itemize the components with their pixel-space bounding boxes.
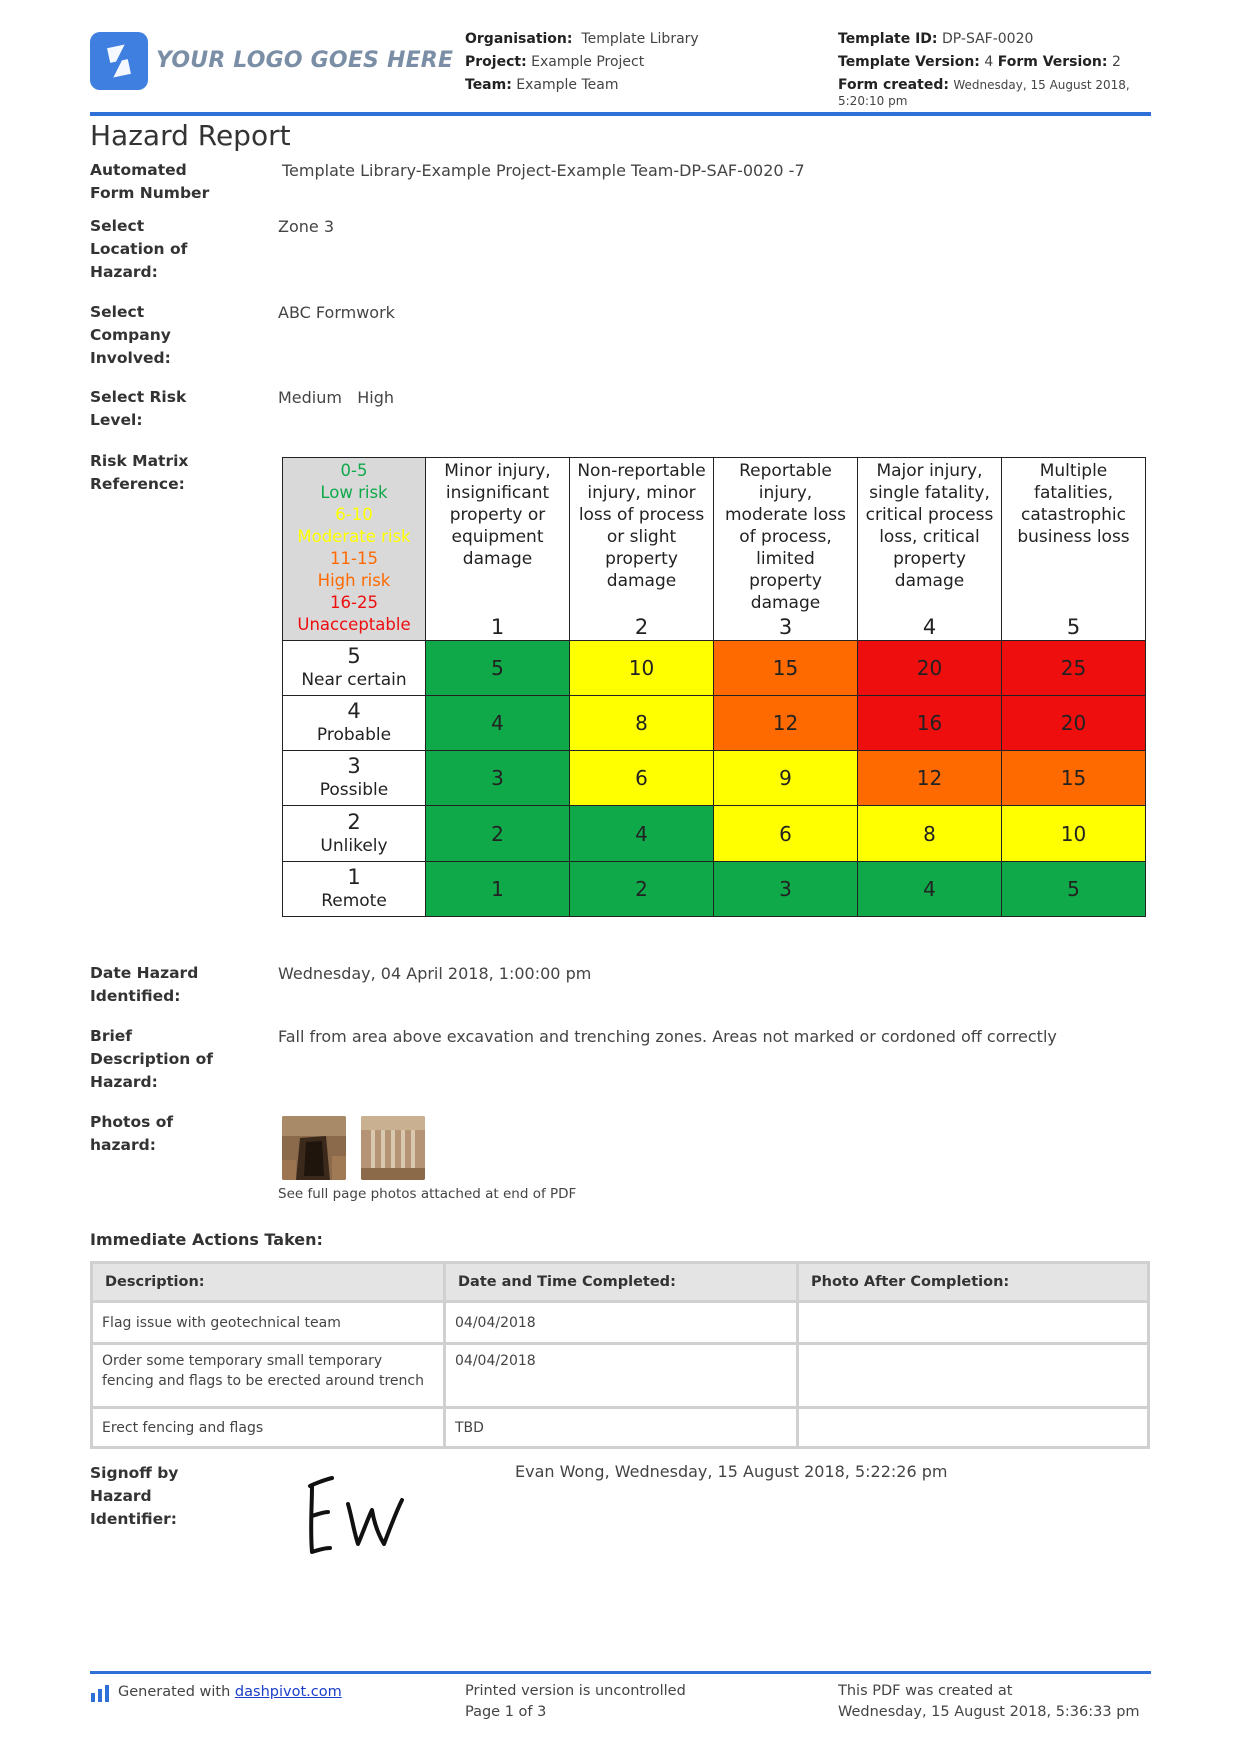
- logo-icon: [90, 32, 148, 90]
- dashpivot-link[interactable]: dashpivot.com: [234, 1684, 342, 1700]
- project-value: Example Project: [531, 54, 645, 70]
- actions-heading: Immediate Actions Taken:: [90, 1230, 323, 1249]
- description-value: Fall from area above excavation and trenching zones. Areas not marked or cordoned off correctly: [278, 1027, 1057, 1046]
- form-number-label: Automated Form Number: [90, 161, 210, 202]
- consequence-number: 1: [490, 614, 505, 639]
- risk-score-cell: 8: [858, 806, 1002, 861]
- header-project-info: [465, 28, 699, 97]
- risk-matrix: [282, 457, 1146, 917]
- risk-score-cell: 6: [714, 806, 858, 861]
- form-created-label: Form created:: [838, 77, 949, 93]
- risk-score-cell: 1: [426, 861, 570, 916]
- form-created-time: 5:20:10 pm: [838, 94, 908, 108]
- action-description: Erect fencing and flags: [90, 1409, 443, 1449]
- consequence-text: injury, minor: [587, 483, 696, 503]
- location-value: Zone 3: [278, 217, 334, 236]
- consequence-text: Major injury,: [876, 461, 983, 481]
- risk-score-cell: 6: [570, 751, 714, 806]
- likelihood-number: 2: [347, 809, 361, 834]
- company-value: ABC Formwork: [278, 303, 395, 322]
- risk-score-cell: 5: [1002, 861, 1146, 916]
- likelihood-cell: [283, 751, 426, 806]
- description-label: Brief Description of Hazard:: [90, 1027, 214, 1091]
- risk-score-cell: 15: [1002, 751, 1146, 806]
- consequence-header: [1002, 458, 1146, 641]
- logo-text: YOUR LOGO GOES HERE: [156, 48, 454, 73]
- action-description: Flag issue with geotechnical team: [90, 1303, 443, 1345]
- template-version-value: 4: [984, 54, 994, 70]
- photos-label: Photos of hazard:: [90, 1113, 174, 1154]
- likelihood-number: 1: [347, 864, 361, 889]
- signoff-label: Signoff by Hazard Identifier:: [90, 1464, 179, 1528]
- page-title: Hazard Report: [90, 119, 291, 152]
- likelihood-label: Remote: [321, 890, 387, 911]
- company-label: Select Company Involved:: [90, 303, 171, 367]
- legend-entry: 11-15: [330, 549, 378, 568]
- risk-score-cell: 2: [570, 861, 714, 916]
- signature: [300, 1470, 430, 1564]
- risk-score-cell: 12: [714, 696, 858, 751]
- consequence-text: catastrophic: [1020, 505, 1127, 525]
- consequence-number: 4: [922, 614, 937, 639]
- matrix-row: [283, 696, 1146, 751]
- risk-score-cell: 20: [858, 640, 1002, 695]
- footer-printed: Printed version is uncontrolled Page 1 of 3: [465, 1681, 686, 1723]
- action-photo: [796, 1303, 1150, 1345]
- consequence-text: loss, critical: [879, 527, 980, 547]
- legend-entry: High risk: [317, 571, 391, 590]
- matrix-row: [283, 861, 1146, 916]
- likelihood-cell: [283, 640, 426, 695]
- likelihood-number: 4: [347, 699, 361, 724]
- consequence-text: fatalities,: [1033, 483, 1114, 503]
- consequence-text: critical process: [865, 505, 994, 525]
- risk-score-cell: 5: [426, 640, 570, 695]
- consequence-header: [426, 458, 570, 641]
- consequence-number: 2: [634, 614, 649, 639]
- consequence-text: Reportable: [739, 461, 832, 481]
- risk-score-cell: 3: [426, 751, 570, 806]
- action-description: Order some temporary small temporary fencing and flags to be erected around trench: [90, 1345, 443, 1409]
- risk-score-cell: 3: [714, 861, 858, 916]
- hazard-photo-thumbnail[interactable]: [361, 1116, 425, 1180]
- actions-table: [90, 1261, 1150, 1449]
- risk-score-cell: 12: [858, 751, 1002, 806]
- legend-entry: 6-10: [335, 505, 373, 524]
- photos-note: See full page photos attached at end of PDF: [278, 1186, 577, 1202]
- consequence-text: single fatality,: [869, 483, 990, 503]
- risk-score-cell: 15: [714, 640, 858, 695]
- likelihood-cell: [283, 696, 426, 751]
- risk-score-cell: 4: [858, 861, 1002, 916]
- signoff-value: Evan Wong, Wednesday, 15 August 2018, 5:22:26 pm: [515, 1462, 948, 1481]
- consequence-text: loss of process: [578, 505, 705, 525]
- table-row: [90, 1303, 1150, 1345]
- risk-score-cell: 16: [858, 696, 1002, 751]
- consequence-text: property: [605, 549, 678, 569]
- form-version-label: Form Version:: [997, 54, 1108, 70]
- matrix-row: [283, 806, 1146, 861]
- column-header-photo: Photo After Completion:: [796, 1261, 1150, 1303]
- column-header-date: Date and Time Completed:: [443, 1261, 796, 1303]
- consequence-text: moderate loss: [725, 505, 846, 525]
- legend-entry: Moderate risk: [297, 527, 411, 546]
- consequence-text: damage: [750, 593, 821, 613]
- consequence-number: 5: [1066, 614, 1081, 639]
- consequence-text: equipment: [451, 527, 544, 547]
- consequence-text: injury,: [758, 483, 813, 503]
- date-identified-value: Wednesday, 04 April 2018, 1:00:00 pm: [278, 964, 592, 983]
- risk-score-cell: 4: [426, 696, 570, 751]
- likelihood-number: 3: [347, 754, 361, 779]
- action-date: TBD: [443, 1409, 796, 1449]
- consequence-text: Non-reportable: [577, 461, 706, 481]
- consequence-header: [570, 458, 714, 641]
- form-number-value: Template Library-Example Project-Example Team-DP-SAF-0020 -7: [282, 161, 805, 180]
- column-header-description: Description:: [90, 1261, 443, 1303]
- likelihood-label: Near certain: [301, 669, 407, 690]
- risk-level-value: Medium High: [278, 388, 395, 407]
- likelihood-number: 5: [347, 643, 361, 668]
- table-row: [90, 1345, 1150, 1409]
- footer-divider: [90, 1671, 1151, 1674]
- table-row: [90, 1409, 1150, 1449]
- generated-prefix: Generated with: [118, 1684, 231, 1700]
- page-number: Page 1 of 3: [465, 1704, 547, 1720]
- consequence-text: property: [893, 549, 966, 569]
- team-value: Example Team: [516, 77, 619, 93]
- consequence-text: insignificant: [445, 483, 550, 503]
- likelihood-label: Unlikely: [320, 835, 388, 856]
- consequence-text: damage: [462, 549, 533, 569]
- likelihood-cell: [283, 861, 426, 916]
- likelihood-label: Possible: [319, 780, 389, 801]
- action-date: 04/04/2018: [443, 1303, 796, 1345]
- consequence-text: business loss: [1017, 527, 1130, 547]
- risk-score-cell: 4: [570, 806, 714, 861]
- risk-legend: [283, 458, 426, 641]
- footer-created: This PDF was created at Wednesday, 15 August 2018, 5:36:33 pm: [838, 1683, 1140, 1720]
- risk-level-label: Select Risk Level:: [90, 388, 187, 429]
- legend-entry: 16-25: [330, 593, 378, 612]
- header-divider: [90, 112, 1151, 116]
- location-label: Select Location of Hazard:: [90, 217, 188, 281]
- legend-entry: Unacceptable: [297, 615, 411, 634]
- likelihood-label: Probable: [316, 725, 392, 746]
- consequence-header: [858, 458, 1002, 641]
- consequence-text: Multiple: [1039, 461, 1108, 481]
- matrix-header-row: [283, 458, 1146, 641]
- likelihood-cell: [283, 806, 426, 861]
- dashpivot-icon: [90, 1684, 112, 1702]
- consequence-text: property or: [449, 505, 546, 525]
- consequence-text: of process,: [739, 527, 832, 547]
- action-photo: [796, 1345, 1150, 1409]
- header-template-info: [838, 28, 1148, 110]
- legend-entry: 0-5: [340, 461, 368, 480]
- form-created-value: Wednesday, 15 August 2018,: [953, 78, 1130, 92]
- date-identified-label: Date Hazard Identified:: [90, 964, 199, 1005]
- consequence-text: damage: [894, 571, 965, 591]
- team-label: Team:: [465, 77, 512, 93]
- consequence-number: 3: [778, 614, 793, 639]
- template-version-label: Template Version:: [838, 54, 980, 70]
- hazard-photo-thumbnail[interactable]: [282, 1116, 346, 1180]
- risk-score-cell: 20: [1002, 696, 1146, 751]
- organisation-label: Organisation:: [465, 31, 573, 47]
- project-label: Project:: [465, 54, 527, 70]
- risk-score-cell: 25: [1002, 640, 1146, 695]
- consequence-text: limited: [756, 549, 815, 569]
- action-date: 04/04/2018: [443, 1345, 796, 1409]
- risk-score-cell: 10: [1002, 806, 1146, 861]
- template-id-label: Template ID:: [838, 31, 938, 47]
- template-id-value: DP-SAF-0020: [941, 31, 1034, 47]
- matrix-row: [283, 640, 1146, 695]
- action-photo: [796, 1409, 1150, 1449]
- consequence-header: [714, 458, 858, 641]
- organisation-value: Template Library: [581, 31, 699, 47]
- risk-matrix-label: Risk Matrix Reference:: [90, 452, 189, 493]
- matrix-row: [283, 751, 1146, 806]
- risk-score-cell: 10: [570, 640, 714, 695]
- footer-generated: [90, 1682, 342, 1703]
- consequence-text: property: [749, 571, 822, 591]
- risk-score-cell: 9: [714, 751, 858, 806]
- legend-entry: Low risk: [320, 483, 388, 502]
- form-version-value: 2: [1111, 54, 1121, 70]
- risk-score-cell: 8: [570, 696, 714, 751]
- consequence-text: or slight: [606, 527, 677, 547]
- risk-score-cell: 2: [426, 806, 570, 861]
- consequence-text: Minor injury,: [444, 461, 551, 481]
- consequence-text: damage: [606, 571, 677, 591]
